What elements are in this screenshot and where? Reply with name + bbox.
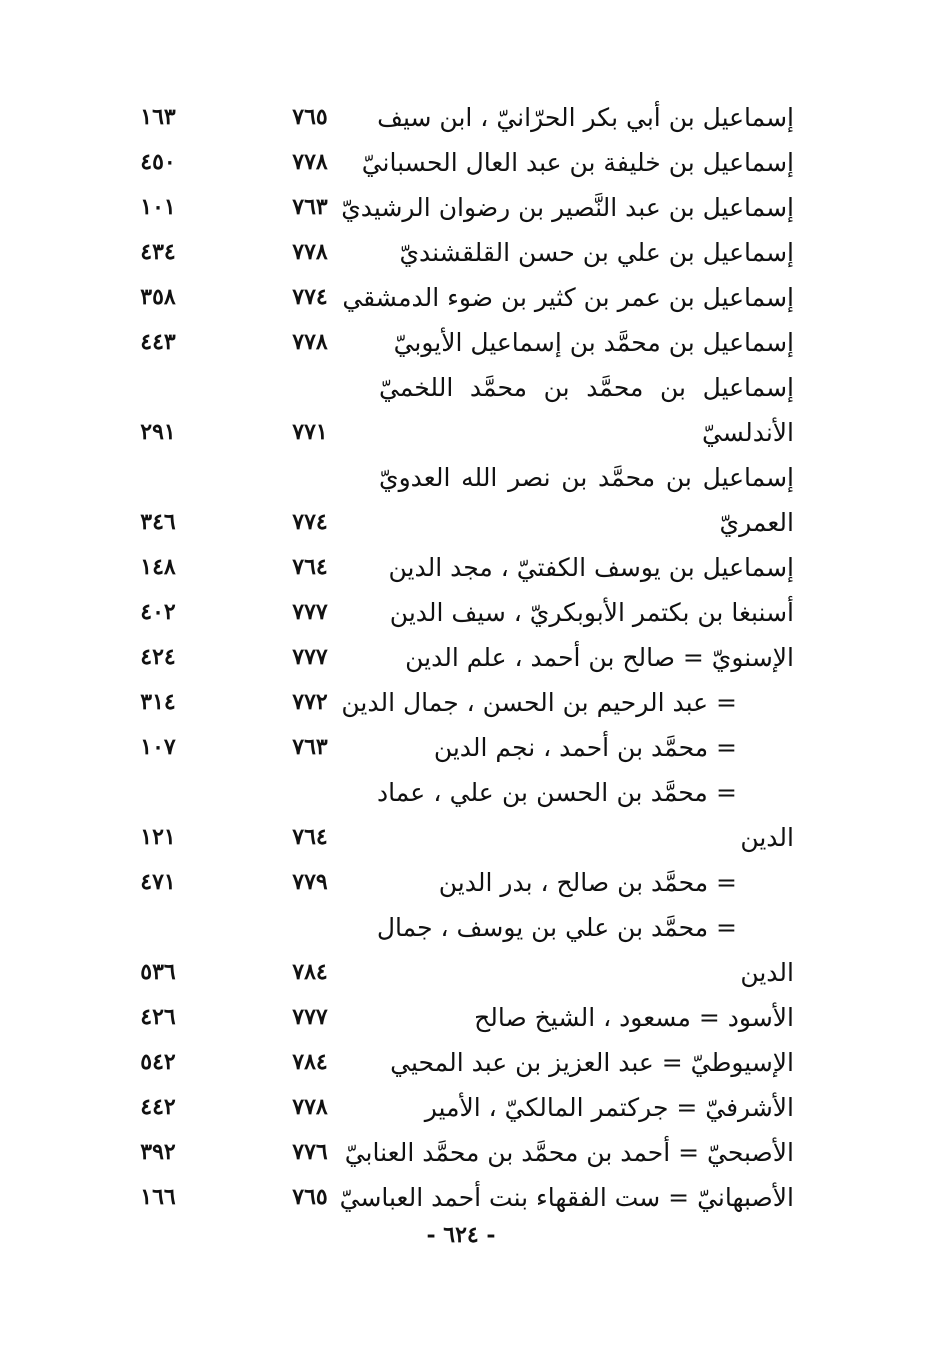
entry-year [270, 365, 350, 410]
entry-name: الأصبهانيّ = ست الفقهاء بنت أحمد العباسيّ [339, 1183, 794, 1212]
index-entry [0, 680, 942, 725]
entry-year: ٧٦٥ [292, 1184, 328, 1210]
entry-page: ١٠٧ [140, 734, 176, 760]
entry-name: الأشرفيّ = جركتمر المالكيّ ، الأمير [424, 1093, 794, 1122]
index-entry [0, 320, 942, 365]
entry-name: إسماعيل بن يوسف الكفتيّ ، مجد الدين [388, 553, 794, 582]
index-entry [0, 365, 942, 410]
entry-page [118, 770, 198, 815]
entry-name: الإسنويّ = صالح بن أحمد ، علم الدين [405, 643, 794, 672]
entry-year: ٧٧٨ [292, 1094, 328, 1120]
entry-page: ٢٩١ [140, 419, 176, 445]
entry-year: ٧٨٤ [292, 959, 328, 985]
entry-year [270, 905, 350, 950]
entry-year: ٧٧٨ [292, 149, 328, 175]
entry-page: ٤٧١ [140, 869, 176, 895]
index-entry [0, 770, 942, 815]
entry-year: ٧٧٧ [292, 599, 328, 625]
entry-year: ٧٧٧ [292, 1004, 328, 1030]
entry-page [118, 455, 198, 500]
entry-year: ٧٧٧ [292, 644, 328, 670]
index-entry [0, 725, 942, 770]
entry-year: ٧٧٤ [292, 509, 328, 535]
entry-name: إسماعيل بن أبي بكر الحرّانيّ ، ابن سيف [377, 103, 794, 132]
entry-page: ٥٣٦ [140, 959, 176, 985]
entry-page: ٤٠٢ [140, 599, 176, 625]
entry-year: ٧٧٨ [292, 239, 328, 265]
entry-page: ٤٤٣ [140, 329, 176, 355]
index-entry [0, 905, 942, 950]
entry-year: ٧٦٣ [292, 194, 328, 220]
index-entry [0, 815, 942, 860]
entry-name: إسماعيل بن عمر بن كثير بن ضوء الدمشقي [342, 283, 794, 312]
index-entry [0, 455, 942, 500]
entry-name: = محمَّد بن أحمد ، نجم الدين [433, 733, 737, 762]
entry-year: ٧٦٣ [292, 734, 328, 760]
index-entry [0, 1130, 942, 1175]
entry-page: ٣٥٨ [140, 284, 176, 310]
index-entry [0, 590, 942, 635]
index-entry [0, 185, 942, 230]
entry-page: ٤٤٢ [140, 1094, 176, 1120]
entry-page: ٤٣٤ [140, 239, 176, 265]
entry-year [270, 770, 350, 815]
entry-page: ٣٤٦ [140, 509, 176, 535]
index-entry [0, 230, 942, 275]
entry-year: ٧٧٢ [292, 689, 328, 715]
entry-year [270, 455, 350, 500]
index-entry [0, 410, 942, 455]
entry-page: ٤٥٠ [140, 149, 176, 175]
page-number-text: - ٦٢٤ - [426, 1222, 496, 1248]
index-entry [0, 275, 942, 320]
index-entry [0, 995, 942, 1040]
entry-name: أسنبغا بن بكتمر الأبوبكريّ ، سيف الدين [389, 598, 794, 627]
entry-page [118, 905, 198, 950]
entry-year: ٧٧٨ [292, 329, 328, 355]
entry-name: الأسود = مسعود ، الشيخ صالح [474, 1003, 794, 1032]
entry-name: العمريّ [719, 508, 794, 537]
entry-year: ٧٧٩ [292, 869, 328, 895]
entry-name: إسماعيل بن عبد النَّصير بن رضوان الرشيديّ [341, 193, 794, 222]
index-entry [0, 545, 942, 590]
index-entry [0, 1040, 942, 1085]
entry-page: ١٤٨ [140, 554, 176, 580]
entry-name: = محمَّد بن الحسن بن علي ، عماد [377, 778, 737, 807]
entry-page: ٤٢٤ [140, 644, 176, 670]
entry-page: ١٢١ [140, 824, 176, 850]
entry-page: ٣١٤ [140, 689, 176, 715]
entry-page: ١٦٦ [140, 1184, 176, 1210]
entry-name: إسماعيل بن محمَّد بن محمَّد اللخميّ [379, 373, 794, 402]
index-entry [0, 500, 942, 545]
entry-name: إسماعيل بن خليفة بن عبد العال الحسبانيّ [361, 148, 794, 177]
entry-year: ٧٧٤ [292, 284, 328, 310]
entry-name: الدين [740, 958, 794, 987]
entry-year: ٧٦٥ [292, 104, 328, 130]
entry-year: ٧٦٤ [292, 824, 328, 850]
entry-name: إسماعيل بن محمَّد بن نصر الله العدويّ [379, 463, 794, 492]
entry-page: ١٠١ [140, 194, 176, 220]
index-entry [0, 1085, 942, 1130]
entry-year: ٧٦٤ [292, 554, 328, 580]
entry-page [118, 365, 198, 410]
index-entry [0, 950, 942, 995]
entry-name: = محمَّد بن صالح ، بدر الدين [438, 868, 737, 897]
entry-year: ٧٨٤ [292, 1049, 328, 1075]
entry-page: ٣٩٢ [140, 1139, 176, 1165]
entry-name: إسماعيل بن علي بن حسن القلقشنديّ [399, 238, 794, 267]
index-entry [0, 95, 942, 140]
entry-year: ٧٧١ [292, 419, 328, 445]
index-entry [0, 635, 942, 680]
entry-name: الإسيوطيّ = عبد العزيز بن عبد المحيي [390, 1048, 794, 1077]
entry-name: الأندلسيّ [701, 418, 794, 447]
entry-name: إسماعيل بن محمَّد بن إسماعيل الأيوبيّ [393, 328, 794, 357]
index-list [0, 95, 942, 1220]
entry-name: = محمَّد بن علي بن يوسف ، جمال [376, 913, 737, 942]
entry-name: الدين [740, 823, 794, 852]
entry-page: ١٦٣ [140, 104, 176, 130]
entry-page: ٥٤٢ [140, 1049, 176, 1075]
index-entry [0, 1175, 942, 1220]
index-entry [0, 860, 942, 905]
entry-page: ٤٢٦ [140, 1004, 176, 1030]
entry-name: = عبد الرحيم بن الحسن ، جمال الدين [341, 688, 737, 717]
page-number [0, 1222, 942, 1248]
entry-year: ٧٧٦ [292, 1139, 328, 1165]
index-entry [0, 140, 942, 185]
entry-name: الأصبحيّ = أحمد بن محمَّد بن محمَّد العنابيّ [344, 1138, 794, 1167]
